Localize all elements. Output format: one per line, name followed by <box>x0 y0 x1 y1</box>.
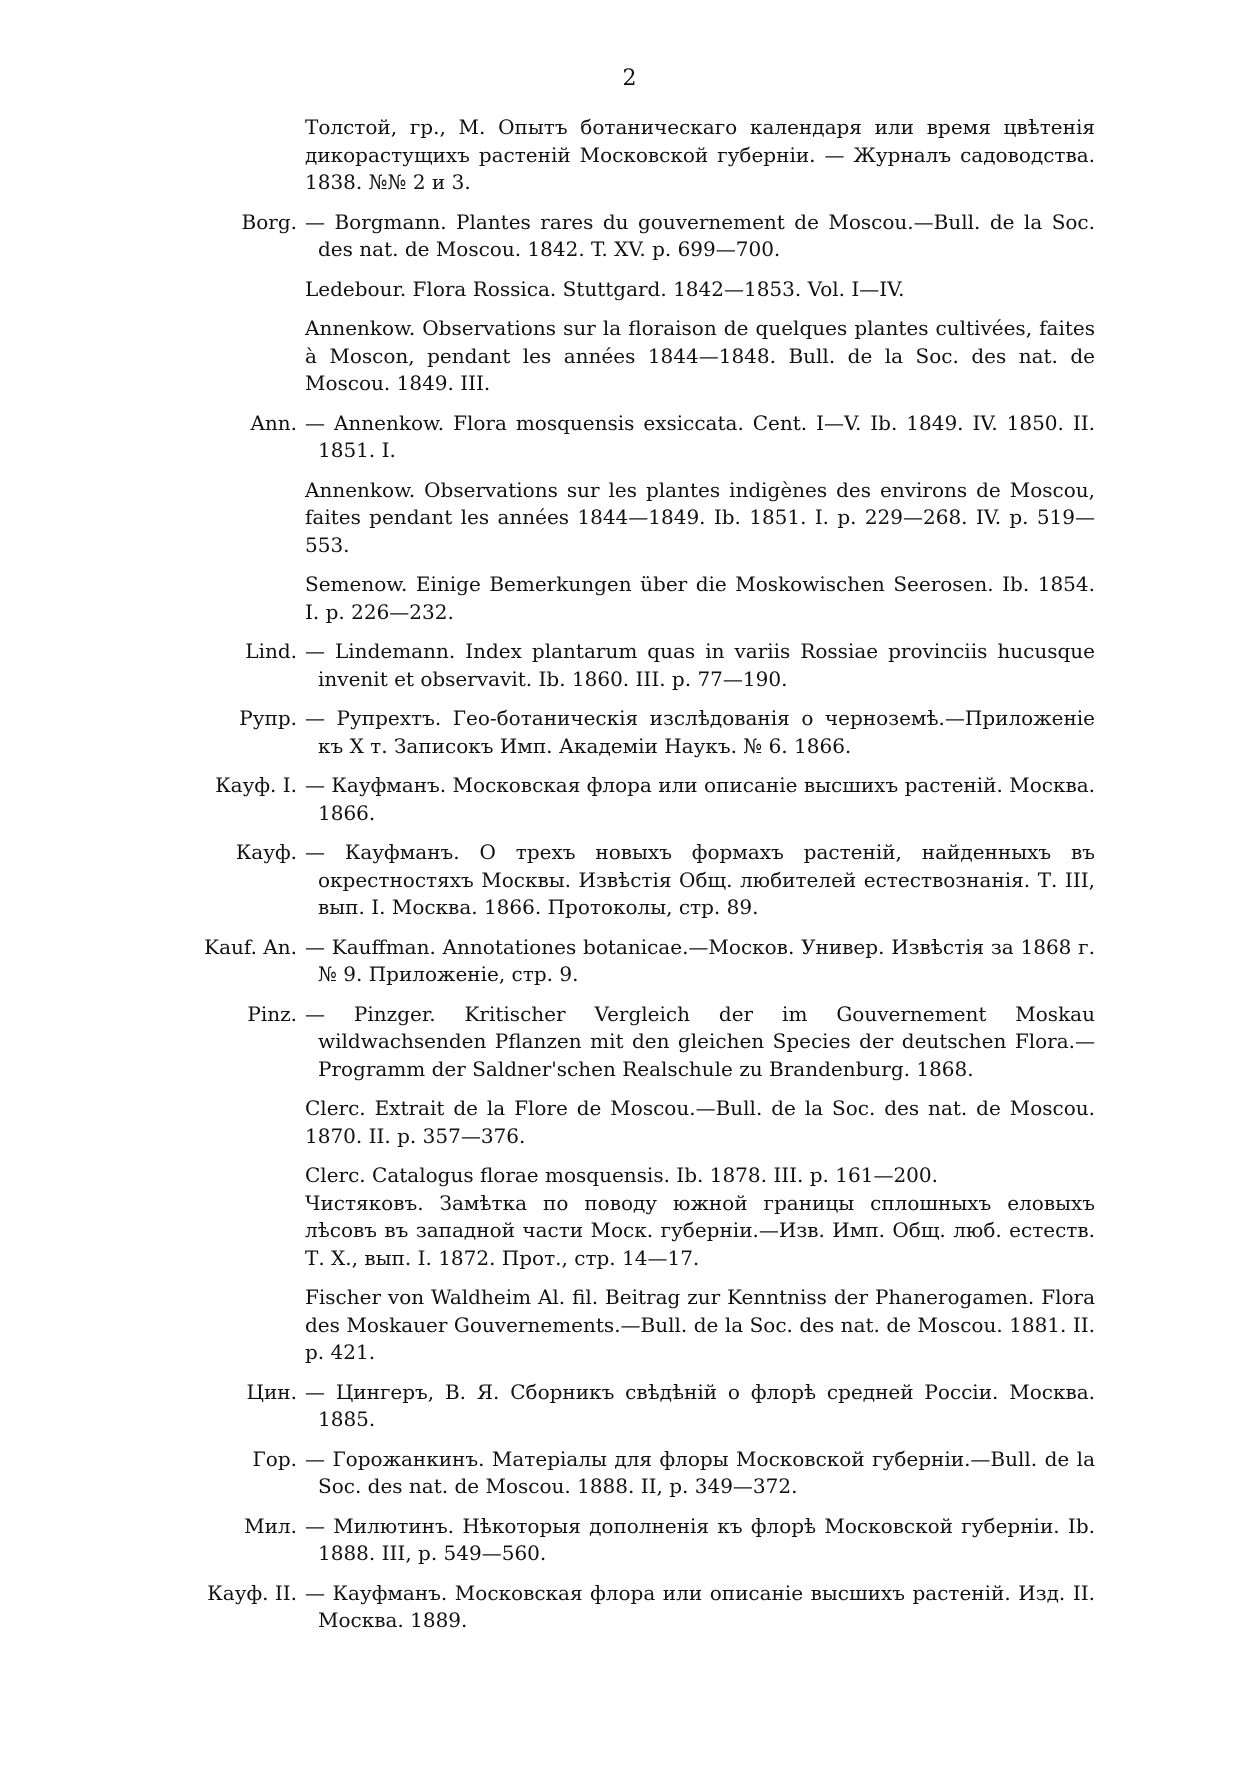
entry-text: Fischer von Waldheim Al. fil. Beitrag zur Kenntniss der Phanerogamen. Flora des Moskauer Gouvernements.—Bull. de la Soc. des nat. de Moscou. 1881. II. p. 421. <box>305 1285 1095 1364</box>
bibliography-entry <box>0 772 1259 827</box>
entry-text: — Рупрехтъ. Гео-ботаническія изслѣдованія о черноземѣ.—Приложеніе къ X т. Записокъ Имп. Академіи Наукъ. № 6. 1866. <box>305 706 1095 758</box>
entry-abbreviation: Мил. <box>244 1513 297 1538</box>
entry-abbreviation: Гор. <box>252 1446 297 1471</box>
bibliography-entry <box>0 209 1259 264</box>
bibliography-entry <box>0 638 1259 693</box>
entry-abbreviation: Ann. <box>250 410 297 435</box>
entry-text: — Кауфманъ. О трехъ новыхъ формахъ растеній, найденныхъ въ окрестностяхъ Москвы. Извѣстія Общ. любителей естествознанія. Т. III, вып. I. Москва. 1866. Протоколы, стр. 89. <box>305 840 1095 919</box>
bibliography-entry <box>0 839 1259 922</box>
bibliography-entry <box>0 1446 1259 1501</box>
entry-text: — Цингеръ, В. Я. Сборникъ свѣдѣній о флорѣ средней Россіи. Москва. 1885. <box>305 1379 1095 1431</box>
entry-text: Clerc. Extrait de la Flore de Moscou.—Bull. de la Soc. des nat. de Moscou. 1870. II. p. 357—376. <box>305 1096 1095 1148</box>
page-number: 2 <box>622 66 637 91</box>
bibliography-entry <box>0 1580 1259 1635</box>
bibliography-entry <box>0 1001 1259 1084</box>
entry-text: — Горожанкинъ. Матеріалы для флоры Московской губерніи.—Bull. de la Soc. des nat. de Moscou. 1888. II, p. 349—372. <box>305 1446 1095 1498</box>
bibliography-entry <box>0 1095 1259 1150</box>
entry-text: Semenow. Einige Bemerkungen über die Moskowischen Seerosen. Ib. 1854. I. p. 226—232. <box>305 572 1095 624</box>
entry-text: — Pinzger. Kritischer Vergleich der im Gouvernement Moskau wildwachsenden Pflanzen mit den gleichen Species der deutschen Flora.—Programm der Saldner'schen Realschule zu Brandenburg. 1868. <box>305 1001 1095 1081</box>
bibliography-entry <box>0 705 1259 760</box>
entry-text: — Kauffman. Annotationes botanicae.—Москов. Универ. Извѣстія за 1868 г. № 9. Приложеніе, стр. 9. <box>305 934 1095 986</box>
entry-text: Clerc. Catalogus florae mosquensis. Ib. 1878. III. p. 161—200. <box>305 1163 938 1187</box>
entry-abbreviation: Lind. <box>245 639 297 663</box>
bibliography-entry <box>0 934 1259 989</box>
entry-text: — Borgmann. Plantes rares du gouvernement de Moscou.—Bull. de la Soc. des nat. de Moscou. 1842. T. XV. p. 699—700. <box>305 209 1095 261</box>
bibliography-entry <box>0 1379 1259 1434</box>
entry-text: — Кауфманъ. Московская флора или описаніе высшихъ растеній. Москва. 1866. <box>305 773 1095 825</box>
bibliography-list <box>0 114 1259 1647</box>
bibliography-entry <box>0 114 1259 197</box>
entry-text: Annenkow. Observations sur la floraison de quelques plantes cultivées, faites à Moscon, pendant les années 1844—1848. Bull. de la Soc. des nat. de Moscou. 1849. III. <box>305 316 1095 395</box>
entry-abbreviation: Кауф. II. <box>207 1580 297 1605</box>
bibliography-entry <box>0 1190 1259 1273</box>
bibliography-entry <box>0 276 1259 304</box>
entry-abbreviation: Kauf. An. <box>204 934 297 959</box>
entry-text: — Lindemann. Index plantarum quas in variis Rossiae provinciis hucusque invenit et observavit. Ib. 1860. III. p. 77—190. <box>305 639 1095 691</box>
entry-abbreviation: Цин. <box>246 1379 297 1404</box>
bibliography-entry <box>0 1513 1259 1568</box>
bibliography-entry <box>0 410 1259 465</box>
entry-text: Толстой, гр., М. Опытъ ботаническаго календаря или время цвѣтенія дикорастущихъ растеній Московской губерніи. — Журналъ садоводства. 1838. №№ 2 и 3. <box>305 115 1095 194</box>
bibliography-entry <box>0 1162 1259 1190</box>
bibliography-entry <box>0 315 1259 398</box>
entry-text: Annenkow. Observations sur les plantes indigènes des environs de Moscou, faites pendant les années 1844—1849. Ib. 1851. I. p. 229—268. IV. p. 519—553. <box>305 477 1095 557</box>
bibliography-entry <box>0 571 1259 626</box>
bibliography-entry <box>0 1284 1259 1367</box>
entry-abbreviation: Borg. <box>241 209 297 234</box>
entry-text: — Милютинъ. Нѣкоторыя дополненія къ флорѣ Московской губерніи. Ib. 1888. III, p. 549—560. <box>305 1513 1095 1565</box>
entry-text: — Кауфманъ. Московская флора или описаніе высшихъ растеній. Изд. II. Москва. 1889. <box>305 1580 1095 1632</box>
entry-text: Чистяковъ. Замѣтка по поводу южной границы сплошныхъ еловыхъ лѣсовъ въ западной части Моск. губерніи.—Изв. Имп. Общ. люб. естеств. Т. X., вып. I. 1872. Прот., стр. 14—17. <box>305 1190 1095 1270</box>
entry-text: — Annenkow. Flora mosquensis exsiccata. Cent. I—V. Ib. 1849. IV. 1850. II. 1851. I. <box>305 410 1095 462</box>
entry-text: Ledebour. Flora Rossica. Stuttgard. 1842—1853. Vol. I—IV. <box>305 276 905 301</box>
bibliography-entry <box>0 477 1259 560</box>
entry-abbreviation: Рупр. <box>239 706 297 730</box>
entry-abbreviation: Pinz. <box>247 1001 297 1026</box>
entry-abbreviation: Кауф. <box>235 840 297 864</box>
entry-abbreviation: Кауф. I. <box>215 773 297 797</box>
